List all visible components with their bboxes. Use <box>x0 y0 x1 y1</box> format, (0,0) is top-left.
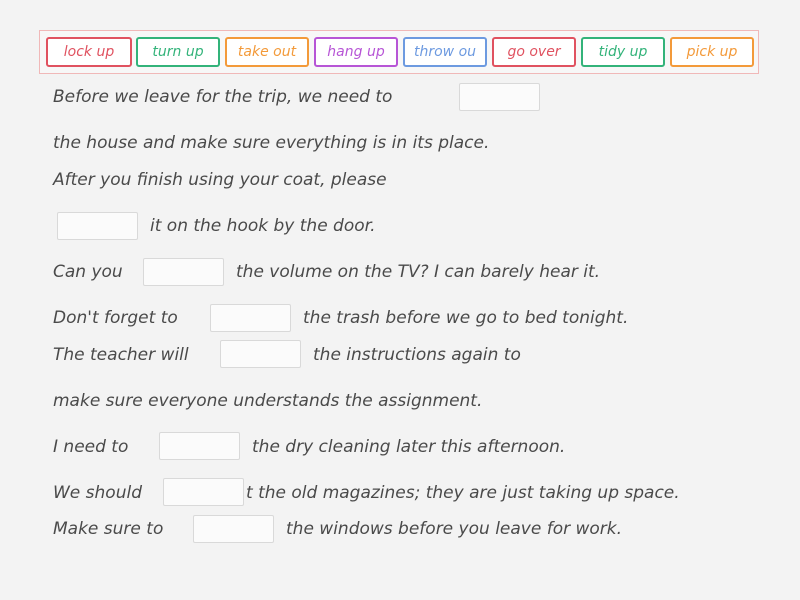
answer-blank-2[interactable] <box>57 212 138 240</box>
sentence-4-part-2: the trash before we go to bed tonight. <box>303 308 629 328</box>
sentence-5-part-1: The teacher will <box>53 345 189 365</box>
sentence-8-part-1: Make sure to <box>53 519 164 539</box>
word-chip-hang-up[interactable]: hang up <box>314 37 398 67</box>
word-chip-lock-up[interactable]: lock up <box>46 37 132 67</box>
sentence-2-part-1: After you finish using your coat, please <box>53 170 387 190</box>
word-bank <box>39 30 759 74</box>
sentence-6-part-1: I need to <box>53 437 129 457</box>
sentence-4-part-1: Don't forget to <box>53 308 178 328</box>
sentence-1-part-1: Before we leave for the trip, we need to <box>53 87 393 107</box>
word-chip-pick-up[interactable]: pick up <box>670 37 754 67</box>
answer-blank-6[interactable] <box>159 432 240 460</box>
answer-blank-7[interactable] <box>163 478 244 506</box>
word-chip-turn-up[interactable]: turn up <box>136 37 220 67</box>
word-chip-tidy-up[interactable]: tidy up <box>581 37 665 67</box>
sentence-8-part-2: the windows before you leave for work. <box>286 519 623 539</box>
sentence-3-part-1: Can you <box>53 262 123 282</box>
word-chip-take-out[interactable]: take out <box>225 37 309 67</box>
sentence-2-part-2: it on the hook by the door. <box>150 216 376 236</box>
word-chip-throw-out[interactable]: throw ou <box>403 37 487 67</box>
sentence-3-part-2: the volume on the TV? I can barely hear it. <box>236 262 601 282</box>
sentence-1-part-2: the house and make sure everything is in its place. <box>53 133 490 153</box>
answer-blank-8[interactable] <box>193 515 274 543</box>
sentence-5-part-2: the instructions again to <box>313 345 521 365</box>
word-chip-go-over[interactable]: go over <box>492 37 576 67</box>
sentence-6-part-2: the dry cleaning later this afternoon. <box>252 437 566 457</box>
answer-blank-1[interactable] <box>459 83 540 111</box>
sentence-7-part-2: t the old magazines; they are just taking up space. <box>246 483 680 503</box>
sentence-5-part-3: make sure everyone understands the assignment. <box>53 391 483 411</box>
sentence-7-part-1: We should <box>53 483 142 503</box>
answer-blank-5[interactable] <box>220 340 301 368</box>
answer-blank-3[interactable] <box>143 258 224 286</box>
answer-blank-4[interactable] <box>210 304 291 332</box>
